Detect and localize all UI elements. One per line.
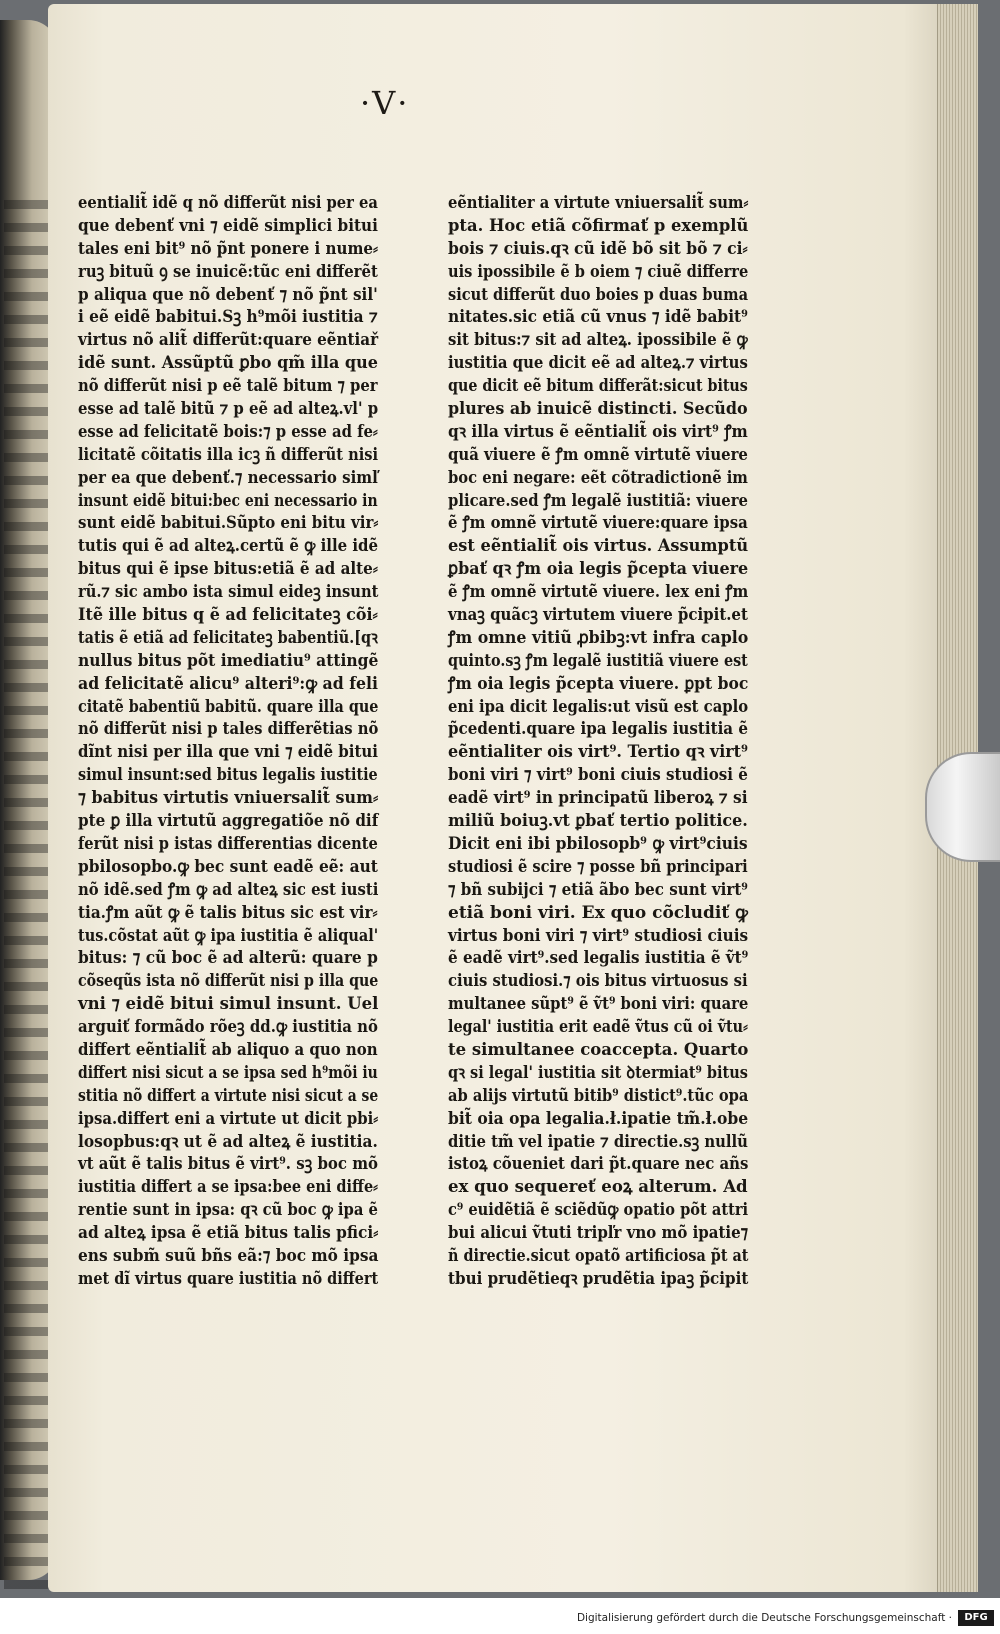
text-line: vnaꝫ quãcꝫ virtutem viuere p̃cipit.et: [448, 605, 748, 626]
text-line: bui alicui ṽtuti tripľr vno mõ ipatie⁊: [448, 1223, 749, 1244]
text-line: rentie sunt in ipsa: qꝛ cũ boc ꝙ ipa ẽ: [78, 1200, 378, 1221]
text-line: nõ differũt nisi p tales differẽtias nõ: [78, 719, 379, 740]
text-line: cõseqũs ista nõ differũt nisi p illa que: [78, 971, 379, 992]
text-line: eẽntialiter a virtute vniuersalit̃ sum⸗: [448, 193, 749, 213]
text-line: pta. Hoc etiã cõfirmať p exemplũ: [448, 215, 749, 236]
text-line: virtus nõ alit̃ differũt:quare eẽntiař: [78, 330, 379, 351]
text-line: studiosi ẽ scire ⁊ posse bñ principari: [448, 856, 748, 877]
text-line: est eẽntialit̃ ois virtus. Assumptũ: [448, 536, 749, 557]
text-line: bit̃ oia opa legalia.ł.ipatie tm̃.ł.obe: [448, 1108, 749, 1129]
running-head: ·V·: [360, 84, 410, 122]
text-line: p̃cedenti.quare ipa legalis iustitia ẽ: [448, 719, 748, 740]
page-clip: [925, 752, 1000, 862]
footer-bar: [0, 1598, 1000, 1634]
text-line: ẽ ꝭm omnẽ virtutẽ viuere:quare ipsa: [448, 513, 748, 534]
text-line: ad alteꝝ ipsa ẽ etiã bitus talis pfici⸗: [78, 1223, 379, 1244]
text-line: nitates.sic etiã cũ vnus ⁊ idẽ babit⁹: [448, 307, 748, 328]
text-line: iustitia que dicit eẽ ad alteꝝ.⁊ virtus: [448, 353, 748, 374]
text-line: Dicit eni ibi pbilosopb⁹ ꝙ virt⁹ciuis: [448, 833, 748, 854]
text-line: ẽ eadẽ virt⁹.sed legalis iustitia ẽ ṽt⁹: [448, 948, 749, 969]
text-line: nullus bitus põt imediatiu⁹ attingẽ: [78, 650, 379, 671]
text-line: ditie tm̃ vel ipatie ⁊ directie.sꝫ nullũ: [448, 1131, 748, 1152]
text-line: ciuis studiosi.⁊ ois bitus virtuosus si: [448, 971, 748, 992]
text-line: plures ab inuicẽ distincti. Secũdo: [448, 399, 748, 420]
text-line: ꝭm omne vitiũ ꝓbibꝫ:vt infra caplo: [448, 627, 749, 648]
text-line: ruꝫ bituũ ꝯ se inuicẽ:tũc eni differẽt: [78, 261, 378, 282]
text-line: ꝭm oia legis p̃cepta viuere. ꝑpt boc: [448, 673, 749, 694]
text-line: vt aũt ẽ talis bitus ẽ virt⁹. sꝫ boc mõ: [78, 1154, 379, 1175]
text-line: nõ differũt nisi p eẽ talẽ bitum ⁊ per: [78, 376, 378, 397]
text-line: ens subm̃ suũ bñs eã:⁊ boc mõ ipsa: [78, 1245, 379, 1266]
text-line: licitatẽ cõitatis illa icꝫ ñ differũt nisi: [78, 444, 379, 465]
text-line: sicut differũt duo boies p duas buma: [448, 284, 749, 305]
text-line: simul insunt:sed bitus legalis iustitie: [78, 765, 378, 786]
text-line: qꝛ si legal' iustitia sit ꝺtermiat⁹ bitus: [448, 1062, 748, 1083]
text-line: ⁊ bñ subijci ⁊ etiã ãbo bec sunt virt⁹: [448, 879, 748, 900]
text-line: differt eẽntialit̃ ab aliquo a quo non: [78, 1039, 378, 1060]
text-line: etiã boni viri. Ex quo cõcludiť ꝙ: [448, 902, 748, 923]
text-line: quã viuere ẽ ꝭm omnẽ virtutẽ viuere: [448, 444, 748, 465]
previous-page-text-fragment: [4, 200, 54, 1598]
text-line: ad felicitatẽ alicu⁹ alteri⁹:ꝙ ad feli: [78, 673, 378, 694]
text-line: miliũ boiuꝫ.vt ꝑbať tertio politice.: [448, 811, 748, 832]
text-line: ñ directie.sicut opatõ artificiosa p̃t at: [448, 1245, 749, 1266]
text-line: eẽntialiter ois virt⁹. Tertio qꝛ virt⁹: [448, 742, 748, 763]
text-line: ipsa.differt eni a virtute ut dicit pbi⸗: [78, 1108, 379, 1129]
text-line: esse ad felicitatẽ bois:⁊ p esse ad fe⸗: [78, 421, 378, 442]
text-line: sit bitus:⁊ sit ad alteꝝ. ipossibile ẽ ꝙ: [448, 330, 748, 351]
dfg-logo: DFG: [958, 1610, 994, 1626]
text-line: insunt eidẽ bitui:bec eni necessario in: [78, 490, 378, 511]
text-line: que dicit eẽ bitum differãt:sicut bitus: [448, 376, 748, 397]
text-line: tales eni bit⁹ nõ p̃nt ponere i nume⸗: [78, 238, 379, 259]
text-line: quinto.sꝫ ꝭm legalẽ iustitiã viuere est: [448, 650, 748, 671]
text-line: te simultanee coaccepta. Quarto: [448, 1039, 749, 1060]
left-text-column: [78, 192, 378, 1291]
text-line: tia.ꝭm aũt ꝙ ẽ talis bitus sic est vir⸗: [78, 902, 378, 923]
text-line: tatis ẽ etiã ad felicitateꝫ babentiũ.[qꝛ: [78, 627, 378, 648]
text-line: pte ꝑ illa virtutũ aggregatiõe nõ dif: [78, 811, 379, 832]
text-line: stitia nõ differt a virtute nisi sicut a se: [78, 1085, 379, 1106]
text-line: eadẽ virt⁹ in principatũ liberoꝝ ⁊ si: [448, 788, 748, 809]
funding-credit: Digitalisierung gefördert durch die Deutsche Forschungsgemeinschaft ·: [576, 1612, 952, 1624]
text-line: differt nisi sicut a se ipsa sed h⁹mõi iu: [78, 1062, 378, 1083]
text-line: ⁊ babitus virtutis vniuersalit̃ sum⸗: [78, 788, 379, 809]
text-line: tutis qui ẽ ad alteꝝ.certũ ẽ ꝙ ille idẽ: [78, 536, 379, 557]
text-line: Itẽ ille bitus q ẽ ad felicitateꝫ cõi⸗: [78, 605, 378, 626]
right-text-column: [448, 192, 748, 1291]
text-line: bitus qui ẽ ipse bitus:etiã ẽ ad alte⸗: [78, 559, 378, 580]
text-line: iustitia differt a se ipsa:bee eni diffe⸗: [78, 1177, 378, 1198]
text-line: idẽ sunt. Assũptũ ꝑbo qm̃ illa que: [78, 353, 378, 374]
text-line: bois ⁊ ciuis.qꝛ cũ idẽ bõ sit bõ ⁊ ci⸗: [448, 238, 748, 259]
text-line: tus.cõstat aũt ꝙ ipa iustitia ẽ aliqual': [78, 925, 379, 946]
text-line: plicare.sed ꝭm legalẽ iustitiã: viuere: [448, 490, 748, 511]
text-line: istoꝝ cõueniet dari p̃t.quare nec añs: [448, 1154, 749, 1175]
text-line: bitus: ⁊ cũ boc ẽ ad alterũ: quare p: [78, 948, 378, 969]
text-line: nõ idẽ.sed ꝭm ꝙ ad alteꝝ sic est iusti: [78, 879, 379, 900]
text-line: p aliqua que nõ debenť ⁊ nõ p̃nt sil': [78, 284, 378, 305]
text-line: losopbus:qꝛ ut ẽ ad alteꝝ ẽ iustitia.: [78, 1131, 378, 1152]
text-line: eentialit̃ idẽ q nõ differũt nisi per ea: [78, 193, 378, 213]
text-line: ꝑbať qꝛ ꝭm oia legis p̃cepta viuere: [448, 559, 749, 580]
text-line: que debenť vni ⁊ eidẽ simplici bitui: [78, 215, 378, 236]
text-line: tbui prudẽtieqꝛ prudẽtia ipaꝫ p̃cipit: [448, 1268, 749, 1289]
text-line: virtus boni viri ⁊ virt⁹ studiosi ciuis: [448, 925, 749, 946]
text-line: per ea que debenť.⁊ necessario simľ: [78, 467, 378, 488]
text-line: qꝛ illa virtus ẽ eẽntialit̃ ois virt⁹ ꝭm: [448, 421, 748, 442]
text-line: multanee sũpt⁹ ẽ ṽt⁹ boni viri: quare: [448, 994, 749, 1015]
text-line: arguiť formãdo rõeꝫ dd.ꝙ iustitia nõ: [78, 1017, 378, 1038]
text-line: ex quo sequereť eoꝝ alterum. Ad: [448, 1177, 748, 1198]
text-line: eni ipa dicit legalis:ut visũ est caplo: [448, 696, 749, 717]
text-line: sunt eidẽ babitui.Sũpto eni bitu vir⸗: [78, 513, 379, 534]
text-line: legal' iustitia erit eadẽ ṽtus cũ oi ṽtu⸗: [448, 1017, 748, 1038]
text-line: citatẽ babentiũ babitũ. quare illa que: [78, 696, 379, 717]
text-line: ferũt nisi p istas differentias dicente: [78, 833, 378, 854]
text-line: pbilosopbo.ꝙ bec sunt eadẽ eẽ: aut: [78, 856, 378, 877]
text-line: uis ipossibile ẽ b oiem ⁊ ciuẽ differre: [448, 261, 749, 282]
text-line: ẽ ꝭm omnẽ virtutẽ viuere. lex eni ꝭm: [448, 582, 749, 603]
text-line: i eẽ eidẽ babitui.Sꝫ h⁹mõi iustitia ⁊: [78, 307, 378, 328]
text-line: boni viri ⁊ virt⁹ boni ciuis studiosi ẽ: [448, 765, 748, 786]
text-line: dĩnt nisi per illa que vni ⁊ eidẽ bitui: [78, 742, 378, 763]
text-line: rũ.⁊ sic ambo ista simul eideꝫ insunt: [78, 582, 379, 603]
text-line: c⁹ euidẽtiã ẽ sciẽdũꝙ opatio põt attri: [448, 1200, 749, 1221]
text-line: boc eni negare: eẽt cõtradictionẽ im: [448, 467, 748, 488]
text-line: met dĩ virtus quare iustitia nõ differt: [78, 1268, 379, 1289]
text-line: ab alijs virtutũ bitib⁹ distict⁹.tũc opa: [448, 1085, 749, 1106]
text-line: esse ad talẽ bitũ ⁊ p eẽ ad alteꝝ.vl' p: [78, 399, 379, 420]
text-line: vni ⁊ eidẽ bitui simul insunt. Uel: [78, 994, 379, 1015]
